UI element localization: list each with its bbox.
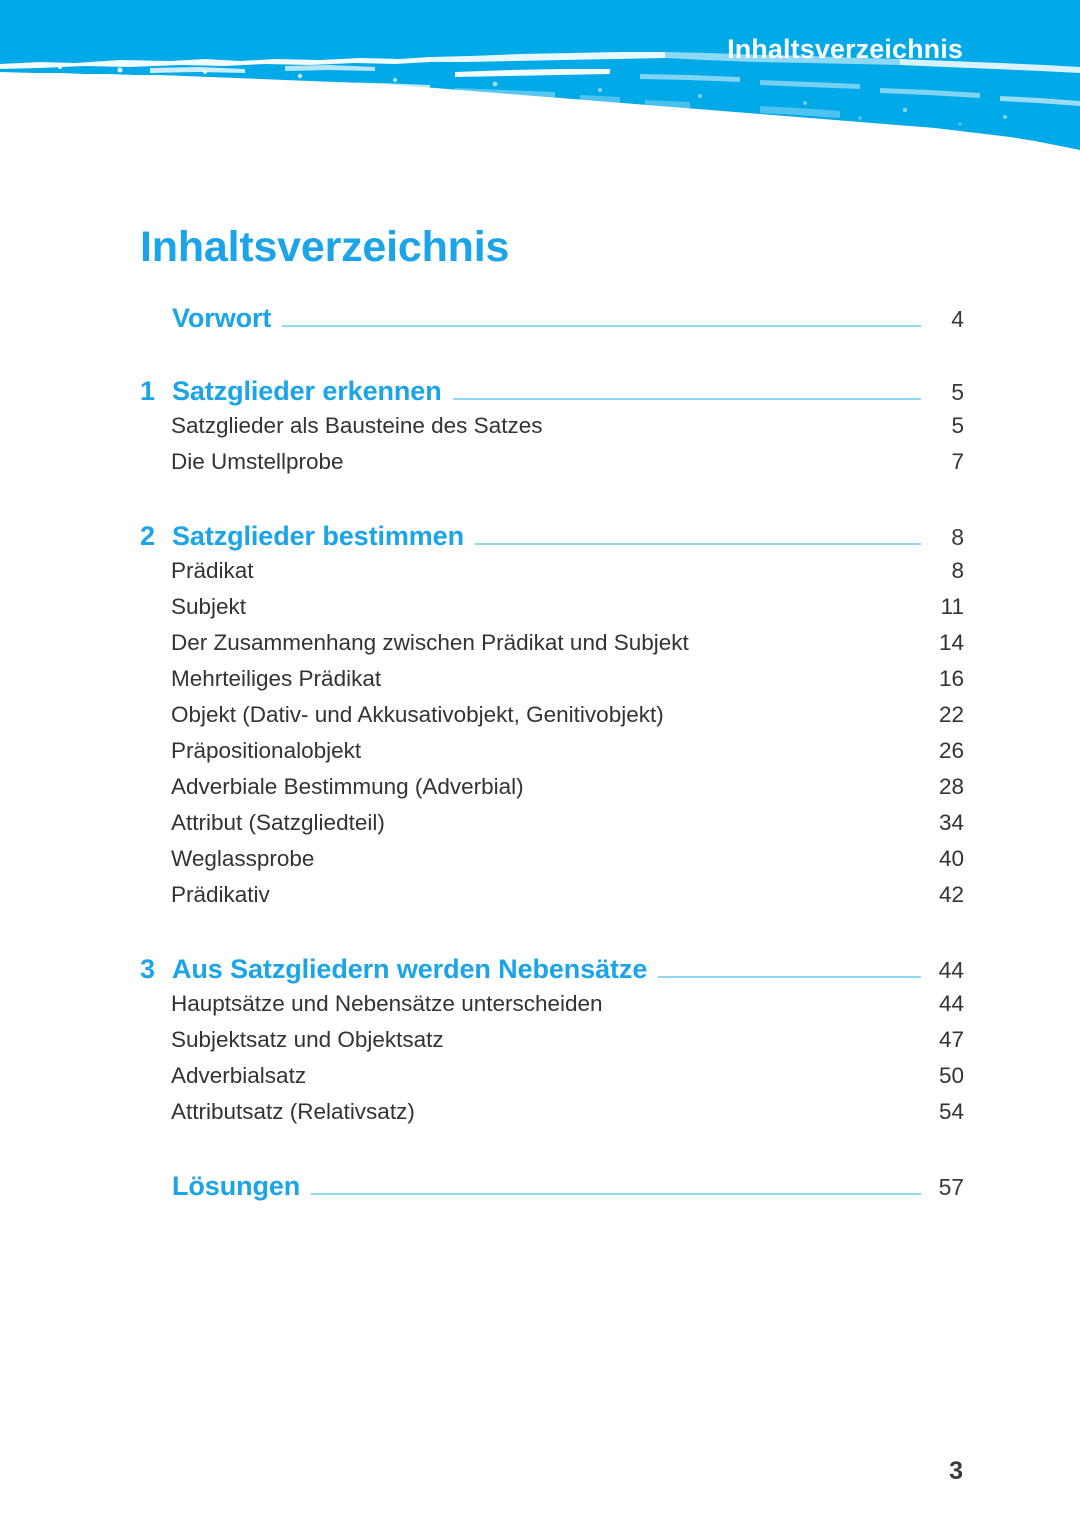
toc-entry-row[interactable] [140, 666, 964, 702]
toc-entry-row[interactable] [140, 1027, 964, 1063]
toc-entry-page: 34 [938, 810, 964, 835]
toc-entry-label: Die Umstellprobe [171, 449, 344, 474]
toc-chapter-row[interactable] [140, 954, 964, 991]
toc-entry-label: Satzglieder als Bausteine des Satzes [171, 413, 543, 438]
toc-entry-page: 5 [951, 413, 964, 438]
toc-entry-label: Prädikativ [171, 882, 270, 907]
toc-entry-page: 16 [938, 666, 964, 691]
toc-entry-page: 14 [938, 630, 964, 655]
toc-chapter-label: Aus Satzgliedern werden Nebensätze [172, 954, 648, 984]
toc-chapter-number: 1 [140, 376, 155, 406]
header-banner [0, 0, 1080, 150]
toc-chapter-row[interactable] [140, 376, 964, 413]
toc-entry-row[interactable] [140, 774, 964, 810]
toc-chapter-number: 3 [140, 954, 155, 984]
toc-entry-page: 44 [938, 991, 964, 1016]
toc-entry-label: Attributsatz (Relativsatz) [171, 1099, 415, 1124]
toc-entry-page: 28 [938, 774, 964, 799]
toc-entry-row[interactable] [140, 846, 964, 882]
toc-entry-row[interactable] [140, 594, 964, 630]
toc-entry-label: Subjektsatz und Objektsatz [171, 1027, 444, 1052]
toc-chapter-page: 57 [938, 1174, 964, 1200]
toc-chapter-number: 2 [140, 521, 155, 551]
toc-entry-label: Objekt (Dativ- und Akkusativobjekt, Genitivobjekt) [171, 702, 664, 727]
toc-leader-line [311, 1193, 921, 1195]
toc-group [140, 954, 964, 1135]
toc-chapter-page: 4 [951, 306, 964, 332]
toc-entry-label: Mehrteiliges Prädikat [171, 666, 382, 691]
toc-entry-row[interactable] [140, 702, 964, 738]
toc-chapter-page: 44 [938, 957, 964, 983]
toc-entry-page: 54 [938, 1099, 964, 1124]
toc-chapter-row[interactable] [140, 303, 964, 340]
toc-entry-label: Präpositionalobjekt [171, 738, 362, 763]
toc-chapter-row[interactable] [140, 1171, 964, 1208]
page-number: 3 [949, 1457, 963, 1485]
toc-chapter-label: Lösungen [172, 1171, 301, 1201]
toc-entry-page: 11 [940, 594, 964, 619]
toc-chapter-label: Vorwort [172, 303, 272, 333]
toc-entry-label: Weglassprobe [171, 846, 315, 871]
toc-chapter-row[interactable] [140, 521, 964, 558]
toc-group [140, 521, 964, 918]
table-of-contents [140, 303, 964, 1208]
toc-entry-label: Prädikat [171, 558, 254, 583]
toc-chapter-label: Satzglieder bestimmen [172, 521, 464, 551]
toc-entry-page: 40 [938, 846, 964, 871]
toc-entry-page: 50 [938, 1063, 964, 1088]
toc-chapter-page: 8 [951, 524, 964, 550]
toc-entry-row[interactable] [140, 991, 964, 1027]
toc-entry-page: 7 [951, 449, 964, 474]
toc-entry-label: Subjekt [171, 594, 247, 619]
toc-entry-label: Adverbialsatz [171, 1063, 307, 1088]
toc-leader-line [453, 398, 921, 400]
running-head: Inhaltsverzeichnis [727, 34, 963, 64]
toc-group [140, 1171, 964, 1208]
toc-entry-row[interactable] [140, 558, 964, 594]
toc-entry-row[interactable] [140, 810, 964, 846]
toc-leader-line [658, 976, 921, 978]
toc-group [140, 376, 964, 485]
toc-entry-row[interactable] [140, 738, 964, 774]
toc-entry-label: Der Zusammenhang zwischen Prädikat und Subjekt [171, 630, 689, 655]
toc-entry-page: 22 [938, 702, 964, 727]
toc-entry-label: Adverbiale Bestimmung (Adverbial) [171, 774, 524, 799]
toc-group [140, 303, 964, 340]
toc-entry-row[interactable] [140, 1063, 964, 1099]
toc-leader-line [475, 543, 921, 545]
toc-entry-row[interactable] [140, 449, 964, 485]
toc-entry-row[interactable] [140, 630, 964, 666]
toc-entry-label: Attribut (Satzgliedteil) [171, 810, 385, 835]
page-title: Inhaltsverzeichnis [140, 222, 510, 271]
toc-chapter-label: Satzglieder erkennen [172, 376, 442, 406]
toc-entry-row[interactable] [140, 413, 964, 449]
toc-entry-row[interactable] [140, 1099, 964, 1135]
toc-entry-page: 26 [938, 738, 964, 763]
toc-leader-line [282, 325, 921, 327]
toc-entry-row[interactable] [140, 882, 964, 918]
toc-entry-page: 47 [938, 1027, 964, 1052]
toc-chapter-page: 5 [951, 379, 964, 405]
toc-entry-page: 42 [938, 882, 964, 907]
toc-entry-label: Hauptsätze und Nebensätze unterscheiden [171, 991, 603, 1016]
toc-entry-page: 8 [951, 558, 964, 583]
